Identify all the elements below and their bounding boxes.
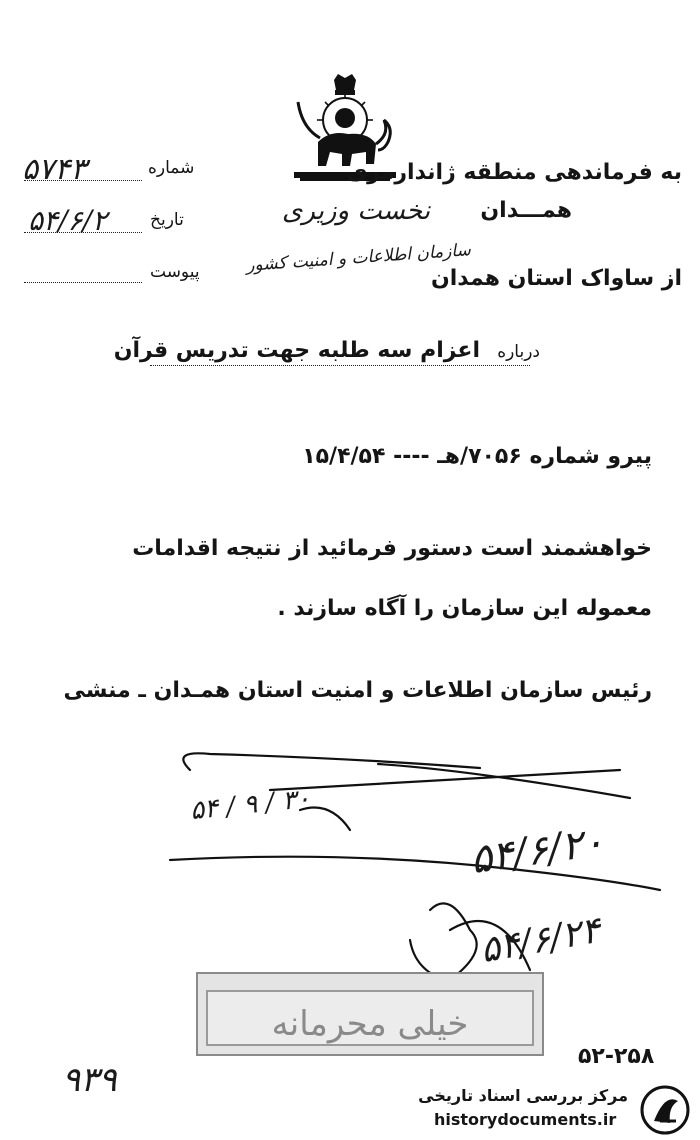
- body-line1-text: خواهشمند است دستور فرمائید از نتیجه اقدامات: [132, 536, 652, 561]
- addressee-city: [480, 198, 572, 223]
- attachment-dotline: [24, 282, 142, 283]
- addressee-line: [347, 160, 682, 185]
- subject-text: [114, 338, 480, 363]
- body-line2-text: معموله این سازمان را آگاه سازند .: [277, 596, 652, 621]
- classification-stamp: [196, 972, 544, 1056]
- handwritten-note-2-text: ۵۴/۶/۲۰: [467, 818, 607, 884]
- date-value: [28, 204, 107, 237]
- addressee-text: به فرماندهی منطقه ژاندارمری: [346, 160, 682, 185]
- archive-url[interactable]: [434, 1110, 616, 1129]
- archive-url-link[interactable]: historydocuments.ir: [434, 1110, 617, 1129]
- document-code-text: ۵۲-۲۵۸: [578, 1044, 655, 1069]
- handwritten-note-3-text: ۵۴/۶/۲۴: [477, 909, 604, 972]
- handwritten-recipient-text: نخست وزیری: [282, 196, 431, 226]
- document-code: [578, 1044, 654, 1069]
- sender-line: [431, 266, 682, 291]
- stamp-text: خیلی محرمانه: [271, 1004, 469, 1044]
- archive-name-text: مرکز بررسی اسناد تاریخی: [418, 1086, 628, 1105]
- page-number-text: ۹۳۹: [62, 1060, 117, 1100]
- number-value: [22, 152, 86, 187]
- handwritten-note-1-text: ۳۰ / ۹ / ۵۴: [188, 783, 312, 827]
- addressee-city-text: همـــدان: [480, 198, 572, 223]
- archive-name: [418, 1086, 628, 1105]
- number-label: [148, 158, 194, 178]
- page-number: [62, 1060, 117, 1100]
- number-label-text: شماره: [148, 158, 195, 178]
- attachment-label-text: پیوست: [150, 262, 200, 282]
- body-paragraph-line2: [277, 596, 652, 621]
- subject-value: اعزام سه طلبه جهت تدریس قرآن: [113, 338, 480, 363]
- subject-dotline: [150, 365, 530, 366]
- date-label-text: تاریخ: [150, 210, 184, 230]
- signature-line-text: رئیس سازمان اطلاعات و امنیت استان همـدان ـ منشی: [63, 678, 652, 703]
- sender-text: از ساواک استان همدان: [430, 266, 682, 291]
- handwritten-recipient: [282, 196, 430, 226]
- subject-label-text: درباره: [497, 342, 540, 362]
- reference-line: [302, 444, 652, 469]
- body-paragraph-line1: [132, 536, 652, 561]
- archive-logo-icon: [640, 1085, 690, 1135]
- date-label: [150, 210, 184, 230]
- number-value-text: ۵۷۴۳: [22, 152, 87, 187]
- reference-text: پیرو شماره ۷۰۵۶/هـ ---- ۱۵/۴/۵۴: [302, 444, 652, 469]
- attachment-label: [150, 262, 200, 282]
- date-value-text: ۵۴/۶/۲: [28, 204, 108, 237]
- stamp-inner-border: [206, 990, 534, 1046]
- signature-line: [64, 678, 652, 703]
- handwritten-sender-text: سازمان اطلاعات و امنیت کشور: [245, 240, 472, 276]
- subject-label: [497, 342, 540, 362]
